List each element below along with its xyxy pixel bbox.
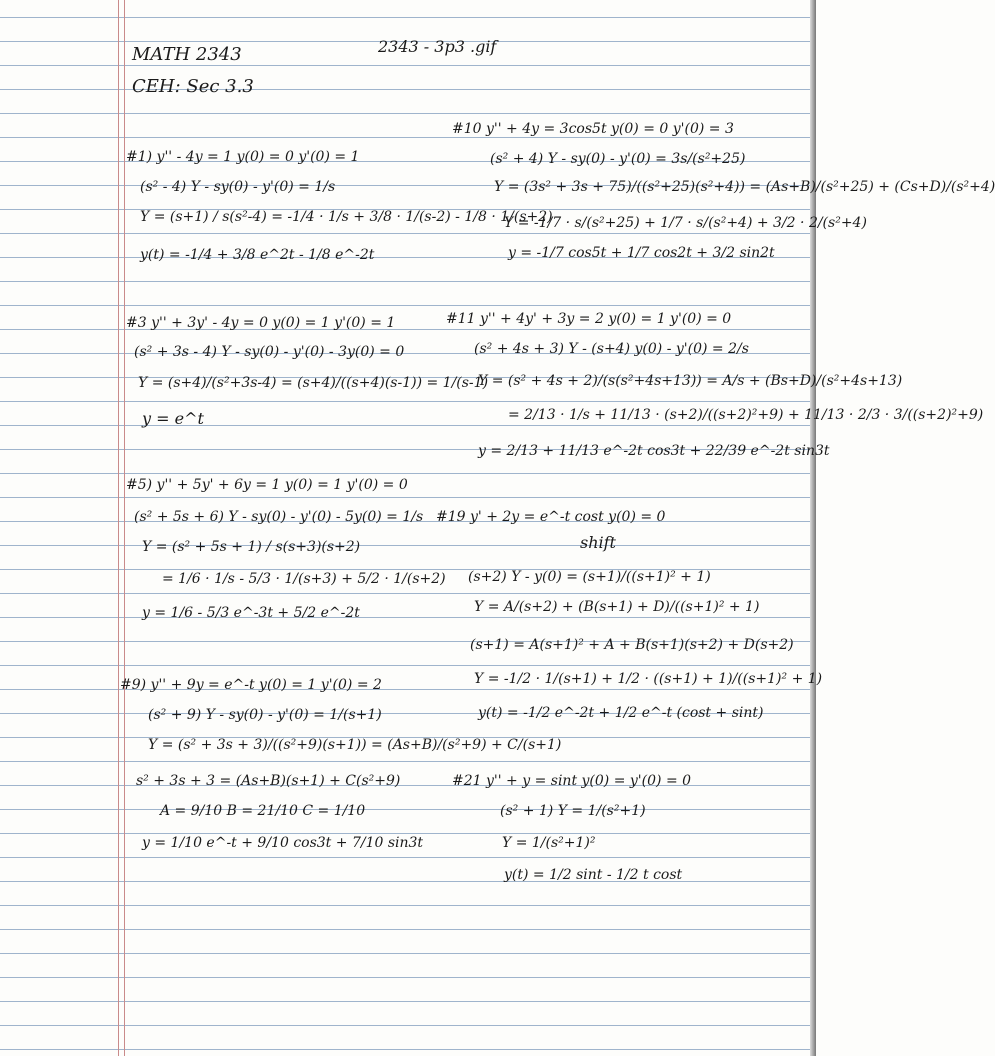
problem-19-step: (s+1) = A(s+1)² + A + B(s+1)(s+2) + D(s+2) — [470, 637, 794, 653]
problem-9-step: A = 9/10 B = 21/10 C = 1/10 — [160, 803, 366, 819]
problem-9-step: Y = (s² + 3s + 3)/((s²+9)(s+1)) = (As+B)/(s²+9) + C/(s+1) — [148, 737, 562, 753]
problem-11-step: = 2/13 · 1/s + 11/13 · (s+2)/((s+2)²+9) + 11/13 · 2/3 · 3/((s+2)²+9) — [508, 407, 984, 423]
problem-21-equation: #21 y'' + y = sint y(0) = y'(0) = 0 — [452, 773, 692, 789]
file-name: 2343 - 3p3 .gif — [378, 37, 497, 56]
problem-1-step: Y = (s+1) / s(s²-4) = -1/4 · 1/s + 3/8 · 1/(s-2) - 1/8 · 1/(s+2) — [140, 209, 553, 225]
problem-5-equation: #5) y'' + 5y' + 6y = 1 y(0) = 1 y'(0) = 0 — [126, 477, 408, 493]
problem-1-equation: #1) y'' - 4y = 1 y(0) = 0 y'(0) = 1 — [126, 149, 360, 165]
problem-5-step: = 1/6 · 1/s - 5/3 · 1/(s+3) + 5/2 · 1/(s+2) — [162, 571, 446, 587]
problem-9-step: (s² + 9) Y - sy(0) - y'(0) = 1/(s+1) — [148, 707, 382, 723]
page-edge — [810, 0, 816, 1056]
problem-19-equation: #19 y' + 2y = e^-t cost y(0) = 0 — [436, 509, 666, 525]
problem-3-solution: y = e^t — [142, 409, 204, 428]
problem-9-equation: #9) y'' + 9y = e^-t y(0) = 1 y'(0) = 2 — [120, 677, 382, 693]
problem-1-solution: y(t) = -1/4 + 3/8 e^2t - 1/8 e^-2t — [140, 247, 375, 263]
problem-11-solution: y = 2/13 + 11/13 e^-2t cos3t + 22/39 e^-2t sin3t — [478, 443, 830, 459]
problem-9-solution: y = 1/10 e^-t + 9/10 cos3t + 7/10 sin3t — [142, 835, 424, 851]
problem-21-solution: y(t) = 1/2 sint - 1/2 t cost — [504, 867, 683, 883]
margin-line — [124, 0, 125, 1056]
problem-3-step: Y = (s+4)/(s²+3s-4) = (s+4)/((s+4)(s-1)) = 1/(s-1) — [138, 375, 489, 391]
problem-10-solution: y = -1/7 cos5t + 1/7 cos2t + 3/2 sin2t — [508, 245, 775, 261]
problem-19-note: shift — [580, 533, 616, 552]
problem-5-solution: y = 1/6 - 5/3 e^-3t + 5/2 e^-2t — [142, 605, 360, 621]
problem-21-step: (s² + 1) Y = 1/(s²+1) — [500, 803, 646, 819]
problem-11-step: Y = (s² + 4s + 2)/(s(s²+4s+13)) = A/s + (Bs+D)/(s²+4s+13) — [478, 373, 903, 389]
margin-line — [118, 0, 119, 1056]
problem-1-step: (s² - 4) Y - sy(0) - y'(0) = 1/s — [140, 179, 336, 195]
problem-3-equation: #3 y'' + 3y' - 4y = 0 y(0) = 1 y'(0) = 1 — [126, 315, 396, 331]
problem-19-step: (s+2) Y - y(0) = (s+1)/((s+1)² + 1) — [468, 569, 711, 585]
problem-11-equation: #11 y'' + 4y' + 3y = 2 y(0) = 1 y'(0) = 0 — [446, 311, 732, 327]
problem-3-step: (s² + 3s - 4) Y - sy(0) - y'(0) - 3y(0) = 0 — [134, 344, 405, 360]
problem-19-step: Y = -1/2 · 1/(s+1) + 1/2 · ((s+1) + 1)/((s+1)² + 1) — [474, 671, 823, 687]
section-label: CEH: Sec 3.3 — [132, 76, 254, 97]
problem-10-step: Y = (3s² + 3s + 75)/((s²+25)(s²+4)) = (As+B)/(s²+25) + (Cs+D)/(s²+4) — [494, 179, 995, 195]
problem-11-step: (s² + 4s + 3) Y - (s+4) y(0) - y'(0) = 2/s — [474, 341, 749, 357]
problem-10-equation: #10 y'' + 4y = 3cos5t y(0) = 0 y'(0) = 3 — [452, 121, 734, 137]
problem-10-step: Y = -1/7 · s/(s²+25) + 1/7 · s/(s²+4) + 3/2 · 2/(s²+4) — [504, 215, 867, 231]
problem-10-step: (s² + 4) Y - sy(0) - y'(0) = 3s/(s²+25) — [490, 151, 746, 167]
problem-9-step: s² + 3s + 3 = (As+B)(s+1) + C(s²+9) — [136, 773, 401, 789]
problem-21-step: Y = 1/(s²+1)² — [502, 835, 596, 851]
problem-5-step: (s² + 5s + 6) Y - sy(0) - y'(0) - 5y(0) = 1/s — [134, 509, 424, 525]
problem-5-step: Y = (s² + 5s + 1) / s(s+3)(s+2) — [142, 539, 361, 555]
problem-19-solution: y(t) = -1/2 e^-2t + 1/2 e^-t (cost + sint) — [478, 705, 764, 721]
problem-19-step: Y = A/(s+2) + (B(s+1) + D)/((s+1)² + 1) — [474, 599, 760, 615]
course-title: MATH 2343 — [132, 44, 242, 65]
